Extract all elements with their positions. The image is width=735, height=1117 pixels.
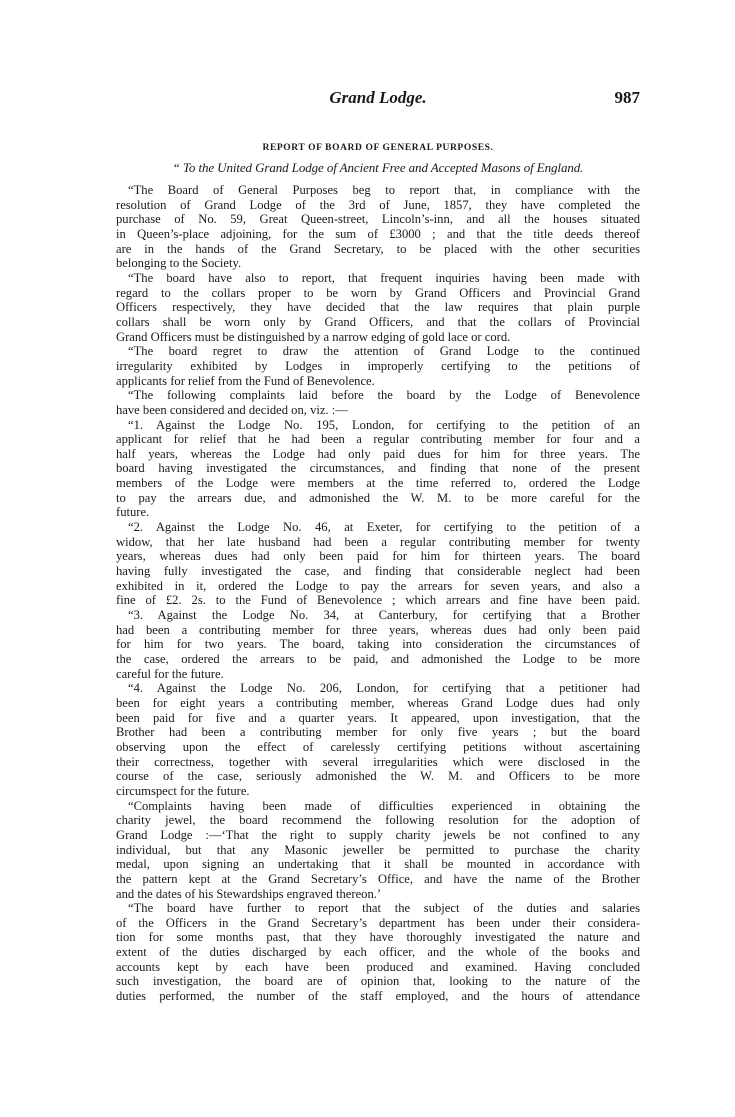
text-line: belonging to the Society. [116, 256, 242, 271]
text-line: “The following complaints laid before the board by the Lodge of Benevolence [128, 388, 640, 403]
section-heading: REPORT OF BOARD OF GENERAL PURPOSES. [262, 143, 494, 153]
running-title: Grand Lodge. [329, 88, 427, 107]
text-line: “Complaints having been made of difficulties experienced in obtaining the [128, 798, 640, 813]
text-line: having fully investigated the case, and finding that considerable neglect had been [116, 564, 640, 579]
text-line: are in the hands of the Grand Secretary, to be placed with the other securities [116, 241, 640, 256]
text-line: “The board regret to draw the attention of Grand Lodge to the continued [128, 344, 640, 359]
text-line: resolution of Grand Lodge of the 3rd of June, 1857, they have completed the [116, 197, 640, 212]
text-line: course of the case, seriously admonished the W. M. and Officers to be more [116, 769, 640, 784]
text-line: been for eight years a contributing member, whereas Grand Lodge dues had only [116, 695, 640, 710]
text-line: careful for the future. [116, 666, 224, 681]
text-line: board having investigated the circumstances, and finding that none of the present [116, 461, 640, 476]
text-line: had been a contributing member for three years, whereas dues had only been paid [116, 622, 640, 637]
text-line: years, whereas dues had only been paid for him for thirteen years. The board [116, 549, 640, 564]
text-line: members of the Lodge were members at the time referred to, ordered the Lodge [116, 476, 640, 491]
text-line: charity jewel, the board recommend the following resolution for the adoption of [116, 813, 640, 828]
text-line: been paid for five and a quarter years. It appeared, upon investigation, that the [116, 710, 640, 725]
text-line: to pay the arrears due, and admonished the W. M. to be more careful for the [116, 490, 640, 505]
text-line: circumspect for the future. [116, 783, 250, 798]
text-line: “The Board of General Purposes beg to report that, in compliance with the [128, 183, 640, 197]
text-line: regard to the collars proper to be worn by Grand Officers and Provincial Grand [116, 285, 640, 300]
text-line: accounts kept by each have been produced and examined. Having concluded [116, 959, 640, 974]
text-line: “The board have further to report that the subject of the duties and salaries [128, 901, 640, 916]
text-line: Grand Lodge :—‘That the right to supply charity jewels be not confined to any [116, 827, 640, 842]
text-line: medal, upon signing an undertaking that it shall be mounted in accordance with [116, 857, 640, 872]
text-line: “2. Against the Lodge No. 46, at Exeter, for certifying to the petition of a [128, 520, 640, 535]
text-line: Grand Officers must be distinguished by a narrow edging of gold lace or cord. [116, 329, 511, 344]
text-line: have been considered and decided on, viz. :— [116, 402, 348, 417]
text-line: purchase of No. 59, Great Queen-street, Lincoln’s-inn, and all the houses situated [116, 212, 640, 227]
text-line: tion for some months past, that they have thoroughly investigated the nature and [116, 930, 640, 945]
page-header [116, 88, 640, 112]
text-line: widow, that her late husband had been a regular contributing member for twenty [116, 534, 640, 549]
text-line: Officers respectively, they have decided that the law requires that plain purple [116, 300, 640, 315]
text-line: half years, whereas the Lodge had only paid dues for him for three years. The [116, 446, 640, 461]
text-line: the pattern kept at the Grand Secretary’s Office, and have the name of the Brother [116, 871, 640, 886]
text-line: observing upon the effect of carelessly certifying petitions without ascertaining [116, 739, 640, 754]
text-line: in Queen’s-place adjoining, for the sum of £3000 ; and that the title deeds thereof [116, 226, 640, 241]
report-body [116, 183, 640, 1004]
text-line: duties performed, the number of the staff employed, and the hours of attendance [116, 989, 640, 1004]
page-number: 987 [614, 88, 640, 107]
text-line: and the dates of his Stewardships engraved thereon.’ [116, 886, 382, 901]
text-line: Brother had been a contributing member for only five years ; but the board [116, 725, 640, 740]
text-line: applicants for relief from the Fund of Benevolence. [116, 373, 375, 388]
text-line: “3. Against the Lodge No. 34, at Canterbury, for certifying that a Brother [128, 608, 640, 623]
text-line: future. [116, 505, 150, 520]
text-line: collars shall be worn only by Grand Officers, and that the collars of Provincial [116, 314, 640, 329]
text-line: exhibited in it, ordered the Lodge to pay the arrears for seven years, and also a [116, 578, 640, 593]
text-line: irregularity exhibited by Lodges in improperly certifying to the petitions of [116, 358, 640, 373]
text-line: individual, but that any Masonic jeweller be permitted to purchase the charity [116, 842, 640, 857]
text-line: “1. Against the Lodge No. 195, London, for certifying to the petition of an [128, 417, 640, 432]
text-line: extent of the duties discharged by each officer, and the whole of the books and [116, 945, 640, 960]
text-line: such investigation, the board are of opinion that, looking to the nature of the [116, 974, 640, 989]
text-line: their correctness, together with several irregularities which were disclosed in the [116, 754, 640, 769]
text-line: applicant for relief that he had been a regular contributing member for four and a [116, 432, 640, 447]
report-address: “ To the United Grand Lodge of Ancient Free and Accepted Masons of England. [172, 160, 584, 175]
text-line: “The board have also to report, that frequent inquiries having been made with [128, 270, 640, 285]
text-line: fine of £2. 2s. to the Fund of Benevolence ; which arrears and fine have been paid. [116, 593, 640, 608]
text-line: for him for two years. The board, taking into consideration the circumstances of [116, 637, 640, 652]
text-line: of the Officers in the Grand Secretary’s department has been under their considera- [116, 915, 640, 930]
text-line: the case, ordered the arrears to be paid, and admonished the Lodge to be more [116, 652, 640, 666]
text-line: “4. Against the Lodge No. 206, London, for certifying that a petitioner had [128, 681, 640, 696]
